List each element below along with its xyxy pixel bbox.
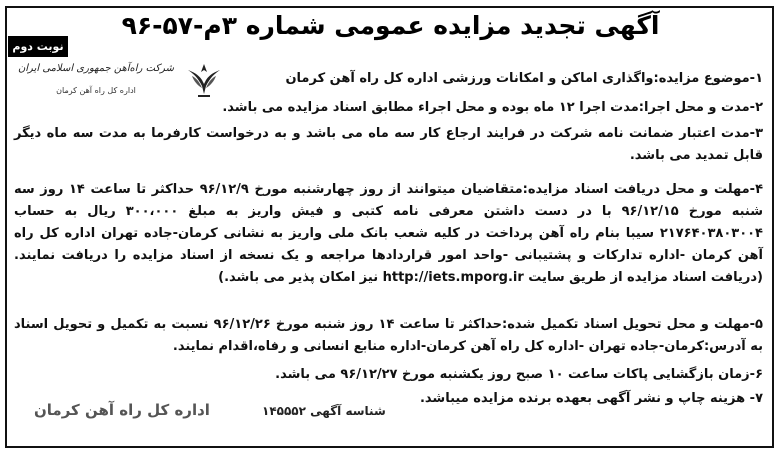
notice-title: آگهی تجدید مزایده عمومی شماره ۳م-۵۷-۹۶ — [121, 11, 660, 40]
item-delivery: ۵-مهلت و محل تحویل اسناد تکمیل شده:حداکثر تا ساعت ۱۴ روز شنبه مورخ ۹۶/۱۲/۲۶ نسبت به تکمیل و تحویل اسناد به آدرس:کرمان-جاده تهران -اداره کل راه آهن کرمان-اداره منابع انسانی و رفاه،اقدام نمایند. — [14, 317, 763, 354]
turn-badge: نوبت دوم — [8, 36, 68, 57]
item-publication-cost: ۷- هزینه چاپ و نشر آگهی بعهده برنده مزایده میباشد. — [419, 391, 763, 406]
item-guarantee: ۳-مدت اعتبار ضمانت نامه شرکت در فرایند ارجاع کار سه ماه می باشد و به درخواست کارفرما به مدت سه ماه دیگر قابل تمدید می باشد. — [14, 126, 763, 163]
item-document-receipt-text: ۴-مهلت و محل دریافت اسناد مزایده:متقاضیان میتوانند از روز چهارشنبه مورخ ۹۶/۱۲/۹ حداکثر تا ساعت ۱۴ روز سه شنبه مورخ ۹۶/۱۲/۱۵ با در دست داشتن معرفی نامه کتبی و فیش واریز به مبلغ ۳۰۰،۰۰۰ ریال به حساب ۲۱۷۶۴۰۳۸۰۳۰۰۴ سیبا بنام راه آهن پرداخت در کلیه شعب بانک ملی واریز به نشانی کرمان-جاده تهران اداره کل راه آهن کرمان -اداره تدارکات و پشتیبانی -واحد امور قراردادها مراجعه و یک نسخه از اسناد مزایده را دریافت نمایند.(دریافت اسناد مزایده از طریق سایت — [14, 182, 763, 285]
logo-office-name: اداره کل راه آهن کرمان — [56, 86, 136, 95]
item-document-receipt-suffix: نیز امکان پذیر می باشد.) — [218, 270, 379, 285]
logo-company-name: شرکت راه‌آهن جمهوری اسلامی ایران — [17, 63, 175, 74]
notice-id: شناسه آگهی ۱۴۵۵۵۲ — [262, 404, 386, 418]
railway-emblem-icon — [184, 60, 224, 100]
item-document-receipt — [14, 179, 763, 289]
tender-website-link[interactable]: http://iets.mporg.ir — [382, 270, 524, 285]
item-subject: ۱-موضوع مزایده:واگذاری اماکن و امکانات ورزشی اداره کل راه آهن کرمان — [285, 71, 763, 86]
footer-org-name: اداره کل راه آهن کرمان — [34, 401, 210, 419]
org-logo — [12, 60, 232, 104]
item-opening: ۶-زمان بازگشایی پاکات ساعت ۱۰ صبح روز یکشنبه مورخ ۹۶/۱۲/۲۷ می باشد. — [275, 367, 763, 382]
item-duration: ۲-مدت و محل اجرا:مدت اجرا ۱۲ ماه بوده و محل اجراء مطابق اسناد مزایده می باشد. — [222, 100, 763, 115]
